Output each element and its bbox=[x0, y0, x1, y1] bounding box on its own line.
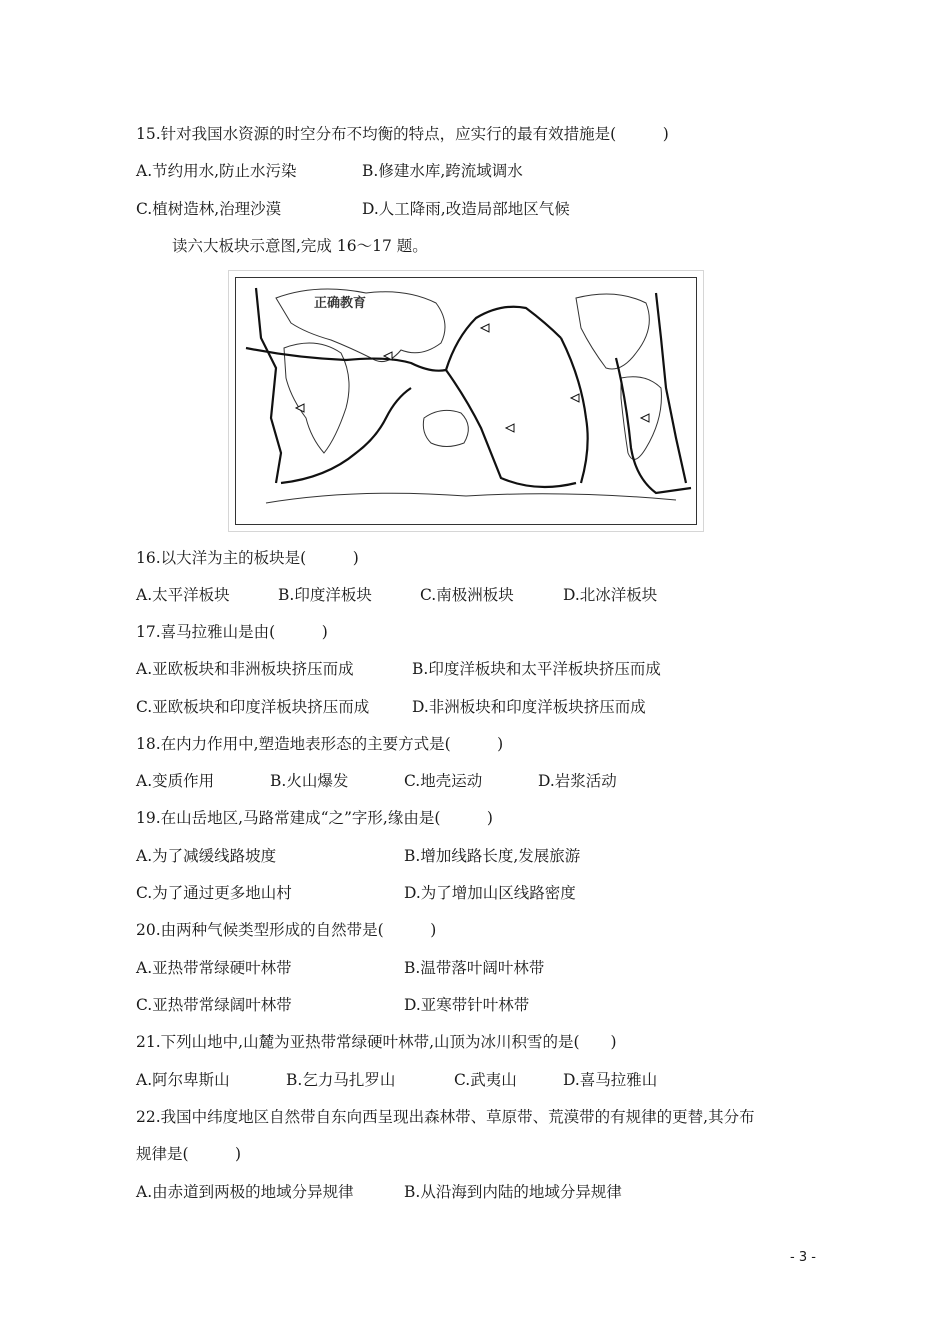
page-number: - 3 - bbox=[790, 1250, 816, 1265]
motion-arrow bbox=[481, 324, 489, 332]
q19-option-a: A.为了减缓线路坡度 bbox=[136, 847, 277, 865]
boundary-mid-atlantic bbox=[256, 288, 281, 483]
question-21-stem: 21.下列山地中,山麓为亚热带常绿硬叶林带,山顶为冰川积雪的是( ) bbox=[136, 1033, 617, 1051]
q17-option-c: C.亚欧板块和印度洋板块挤压而成 bbox=[136, 698, 370, 716]
question-18-stem: 18.在内力作用中,塑造地表形态的主要方式是( ) bbox=[136, 735, 504, 753]
boundary-pacific-east bbox=[561, 338, 588, 483]
motion-arrow bbox=[571, 394, 579, 402]
q18-option-b: B.火山爆发 bbox=[270, 772, 349, 790]
q21-option-a: A.阿尔卑斯山 bbox=[136, 1071, 230, 1089]
boundary-americas bbox=[616, 358, 691, 493]
q18-option-d: D.岩浆活动 bbox=[538, 772, 617, 790]
q15-option-c: C.植树造林,治理沙漠 bbox=[136, 200, 282, 218]
q16-option-d: D.北冰洋板块 bbox=[563, 586, 658, 604]
q21-option-d: D.喜马拉雅山 bbox=[563, 1071, 658, 1089]
q18-option-a: A.变质作用 bbox=[136, 772, 215, 790]
plate-map bbox=[235, 277, 697, 525]
motion-arrow bbox=[506, 424, 514, 432]
q19-option-d: D.为了增加山区线路密度 bbox=[404, 884, 576, 902]
q22-option-a: A.由赤道到两极的地域分异规律 bbox=[136, 1183, 354, 1201]
q15-option-b: B.修建水库,跨流域调水 bbox=[362, 162, 523, 180]
watermark: 正确教育 bbox=[314, 296, 367, 311]
north-america-outline bbox=[576, 294, 649, 369]
question-15-stem: 15.针对我国水资源的时空分布不均衡的特点，应实行的最有效措施是( ) bbox=[136, 125, 669, 143]
question-20-stem: 20.由两种气候类型形成的自然带是( ) bbox=[136, 921, 437, 939]
q19-option-c: C.为了通过更多地山村 bbox=[136, 884, 292, 902]
antarctica-coast bbox=[266, 493, 676, 503]
q20-option-b: B.温带落叶阔叶林带 bbox=[404, 959, 545, 977]
q17-option-a: A.亚欧板块和非洲板块挤压而成 bbox=[136, 660, 354, 678]
question-19-stem: 19.在山岳地区,马路常建成“之”字形,缘由是( ) bbox=[136, 809, 493, 827]
question-22-stem: 22.我国中纬度地区自然带自东向西呈现出森林带、草原带、荒漠带的有规律的更替,其分布 bbox=[136, 1108, 755, 1126]
q19-option-b: B.增加线路长度,发展旅游 bbox=[404, 847, 581, 865]
boundary-pacific-west bbox=[446, 307, 561, 370]
q16-option-a: A.太平洋板块 bbox=[136, 586, 230, 604]
q21-option-c: C.武夷山 bbox=[454, 1071, 517, 1089]
q20-option-c: C.亚热带常绿阔叶林带 bbox=[136, 996, 292, 1014]
map-intro: 读六大板块示意图,完成 16～17 题。 bbox=[172, 237, 428, 255]
q16-option-b: B.印度洋板块 bbox=[278, 586, 372, 604]
q21-option-b: B.乞力马扎罗山 bbox=[286, 1071, 396, 1089]
q20-option-a: A.亚热带常绿硬叶林带 bbox=[136, 959, 292, 977]
plate-map-drawing bbox=[236, 278, 696, 524]
question-16-stem: 16.以大洋为主的板块是( ) bbox=[136, 549, 359, 567]
q20-option-d: D.亚寒带针叶林带 bbox=[404, 996, 530, 1014]
boundary-indian-ocean bbox=[281, 388, 411, 483]
q16-option-c: C.南极洲板块 bbox=[420, 586, 514, 604]
question-17-stem: 17.喜马拉雅山是由( ) bbox=[136, 623, 328, 641]
q15-option-a: A.节约用水,防止水污染 bbox=[136, 162, 297, 180]
q17-option-d: D.非洲板块和印度洋板块挤压而成 bbox=[412, 698, 646, 716]
australia-outline bbox=[423, 410, 468, 446]
motion-arrow bbox=[641, 414, 649, 422]
q18-option-c: C.地壳运动 bbox=[404, 772, 483, 790]
plate-map-figure bbox=[228, 270, 704, 532]
question-22-stem-cont: 规律是( ) bbox=[136, 1145, 242, 1163]
q17-option-b: B.印度洋板块和太平洋板块挤压而成 bbox=[412, 660, 661, 678]
q22-option-b: B.从沿海到内陆的地域分异规律 bbox=[404, 1183, 622, 1201]
q15-option-d: D.人工降雨,改造局部地区气候 bbox=[362, 200, 570, 218]
